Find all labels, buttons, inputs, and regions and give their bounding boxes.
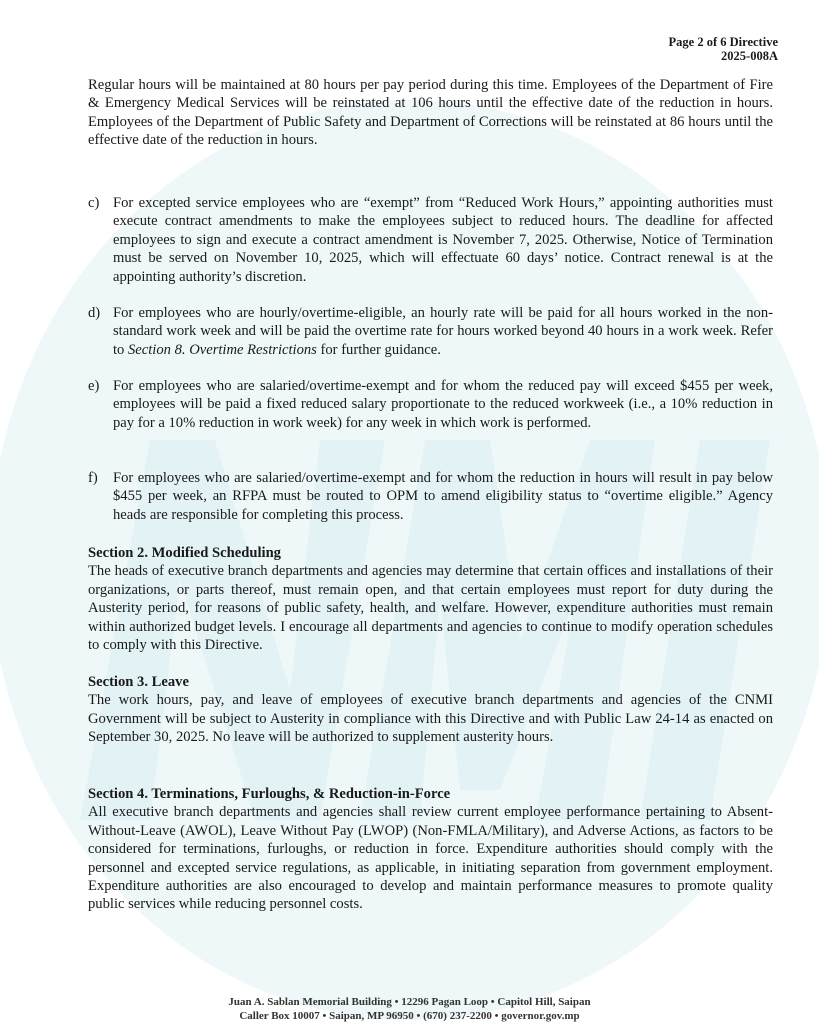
section-heading: Section 4. Terminations, Furloughs, & Reduction-in-Force — [88, 786, 451, 802]
section-reference: Section 8. Overtime Restrictions — [128, 341, 317, 358]
page-header — [669, 35, 778, 63]
section-heading: Section 3. Leave — [88, 674, 189, 690]
item-label: c) — [88, 195, 100, 211]
section-3-leave — [88, 673, 773, 747]
footer-contact: Caller Box 10007 • Saipan, MP 96950 • (670) 237-2200 • governor.gov.mp — [239, 1009, 580, 1022]
section-4-terminations — [88, 785, 773, 914]
list-item-f — [88, 469, 773, 524]
section-2-modified-scheduling — [88, 544, 773, 654]
page-number-label: Page 2 of 6 Directive — [668, 35, 778, 49]
intro-paragraph: Regular hours will be maintained at 80 hours per pay period during this time. Employees of the Department of Fire & Emergency Medical Services will be reinstated at 106 hours until the effective date of the reduction in hours. Employees of the Department of Public Safety and Department of Corrections will be reinstated at 86 hours until the effective date of the reduction in hours. — [88, 77, 773, 149]
directive-number: 2025-008A — [721, 49, 778, 63]
list-item-e — [88, 377, 773, 432]
item-label: f) — [88, 470, 98, 486]
list-item-d — [88, 304, 773, 359]
section-body: The work hours, pay, and leave of employees of executive branch departments and agencies of the CNMI Government will be subject to Austerity in compliance with this Directive and with Public Law 24-14 as enacted on September 30, 2025. No leave will be authorized to supplement austerity hours. — [88, 692, 773, 746]
item-label: d) — [88, 305, 101, 321]
item-label: e) — [88, 378, 100, 394]
item-text: For excepted service employees who are “exempt” from “Reduced Work Hours,” appointing authorities must execute contract amendments to make the employees subject to reduced hours. The deadline for affected employees to sign and execute a contract amendment is November 7, 2025. Otherwise, Notice of Termination must be served on November 10, 2025, which will effectuate 60 days’ notice. Contract renewal is at the appointing authority’s discretion. — [113, 195, 773, 285]
page-footer — [0, 996, 819, 1023]
item-text: For employees who are hourly/overtime-eligible, an hourly rate will be paid for all hours worked in the non-standard work week and will be paid the overtime rate for hours worked beyond 40 hours in a work week. Refer to Section 8. Overtime Restrictions for further guidance. — [113, 305, 773, 358]
section-body: All executive branch departments and agencies shall review current employee performance pertaining to Absent-Without-Leave (AWOL), Leave Without Pay (LWOP) (Non-FMLA/Military), and Adverse Actions, as factors to be considered for terminations, furloughs, or reduction in force. Expenditure authorities should comply with the personnel and excepted service regulations, as applicable, in initiating separation from government employment. Expenditure authorities are also encouraged to develop and maintain performance measures to promote quality public services while reducing personnel costs. — [88, 804, 773, 913]
item-text: For employees who are salaried/overtime-exempt and for whom the reduced pay will exceed $455 per week, employees will be paid a fixed reduced salary proportionate to the reduced workweek (i.e., a 10% reduction in pay for a 10% reduction in work week) for any week in which work is performed. — [113, 378, 773, 431]
section-body: The heads of executive branch departments and agencies may determine that certain offices and installations of their organizations, or parts thereof, must remain open, and that certain employees must report for duty during the Austerity period, for reasons of public safety, health, and welfare. However, expenditure authorities must remain within authorized budget levels. I encourage all departments and agencies to continue to modify operation schedules to comply with this Directive. — [88, 563, 773, 654]
item-text: For employees who are salaried/overtime-exempt and for whom the reduction in hours will result in pay below $455 per week, an RFPA must be routed to OPM to amend eligibility status to “overtime eligible.” Agency heads are responsible for completing this process. — [113, 470, 773, 523]
list-item-c — [88, 194, 773, 286]
footer-address: Juan A. Sablan Memorial Building • 12296 Pagan Loop • Capitol Hill, Saipan — [228, 996, 591, 1008]
section-heading: Section 2. Modified Scheduling — [88, 545, 281, 561]
